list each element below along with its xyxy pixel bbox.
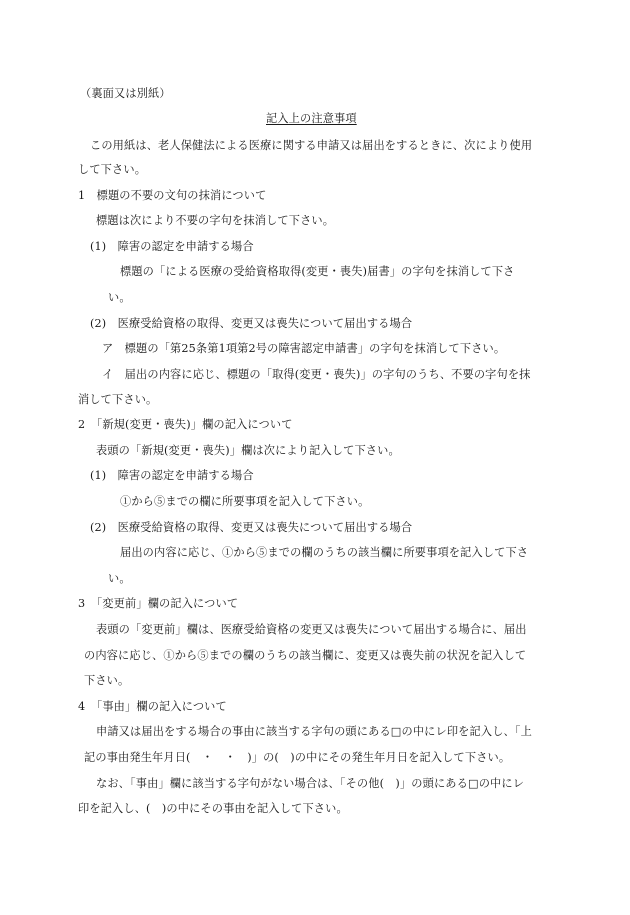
section-2-item-2-text-1: 届出の内容に応じ、①から⑤までの欄のうちの該当欄に所要事項を記入して下さ	[120, 546, 529, 559]
section-2-item-1-label: (1) 障害の認定を申請する場合	[90, 469, 254, 482]
section-3-body-3: 下さい。	[84, 674, 130, 687]
section-1-body: 標題は次により不要の字句を抹消して下さい。	[96, 214, 335, 227]
section-1-heading: 1 標題の不要の文句の抹消について	[78, 189, 267, 202]
section-2-item-2-text-2: い。	[108, 572, 131, 585]
section-3-heading: 3 「変更前」欄の記入について	[78, 597, 239, 610]
section-3-body-1: 表頭の「変更前」欄は、医療受給資格の変更又は喪失について届出する場合に、届出	[96, 623, 527, 636]
section-1-item-2-b-1: イ 届出の内容に応じ、標題の「取得(変更・喪失)」の字句のうち、不要の字句を抹	[102, 368, 531, 381]
intro-line-2: して下さい。	[78, 163, 147, 176]
section-2-item-1-text: ①から⑤までの欄に所要事項を記入して下さい。	[120, 495, 370, 508]
section-1-item-2-label: (2) 医療受給資格の取得、変更又は喪失について届出する場合	[90, 317, 413, 330]
section-2-heading: 2 「新規(変更・喪失)」欄の記入について	[78, 418, 293, 431]
section-1-item-1-label: (1) 障害の認定を申請する場合	[90, 240, 254, 253]
intro-line-1: この用紙は、老人保健法による医療に関する申請又は届出をするときに、次により使用	[90, 139, 533, 152]
section-1-item-2-a: ア 標題の「第25条第1項第2号の障害認定申請書」の字句を抹消して下さい。	[102, 342, 506, 355]
section-2-item-2-label: (2) 医療受給資格の取得、変更又は喪失について届出する場合	[90, 521, 413, 534]
section-4-heading: 4 「事由」欄の記入について	[78, 700, 227, 713]
section-4-body-2-line-1: なお、「事由」欄に該当する字句がない場合は、「その他( )」の頭にある□の中にレ	[96, 777, 525, 790]
header-note: （裏面又は別紙）	[80, 87, 171, 100]
page-title: 記入上の注意事項	[266, 112, 357, 125]
section-4-body-1-line-1: 申請又は届出をする場合の事由に該当する字句の頭にある□の中にレ印を記入し、「上	[96, 725, 532, 738]
section-4-body-1-line-2: 記の事由発生年月日( ・ ・ )」の( )の中にその発生年月日を記入して下さい。	[84, 751, 511, 764]
section-4-body-2-line-2: 印を記入し、( )の中にその事由を記入して下さい。	[78, 802, 348, 815]
section-2-body: 表頭の「新規(変更・喪失)」欄は次により記入して下さい。	[96, 444, 400, 457]
section-3-body-2: の内容に応じ、①から⑤までの欄のうちの該当欄に、変更又は喪失前の状況を記入して	[84, 649, 527, 662]
section-1-item-1-text-1: 標題の「による医療の受給資格取得(変更・喪失)届書」の字句を抹消して下さ	[120, 265, 515, 278]
section-1-item-2-b-2: 消して下さい。	[78, 393, 158, 406]
section-1-item-1-text-2: い。	[108, 291, 131, 304]
